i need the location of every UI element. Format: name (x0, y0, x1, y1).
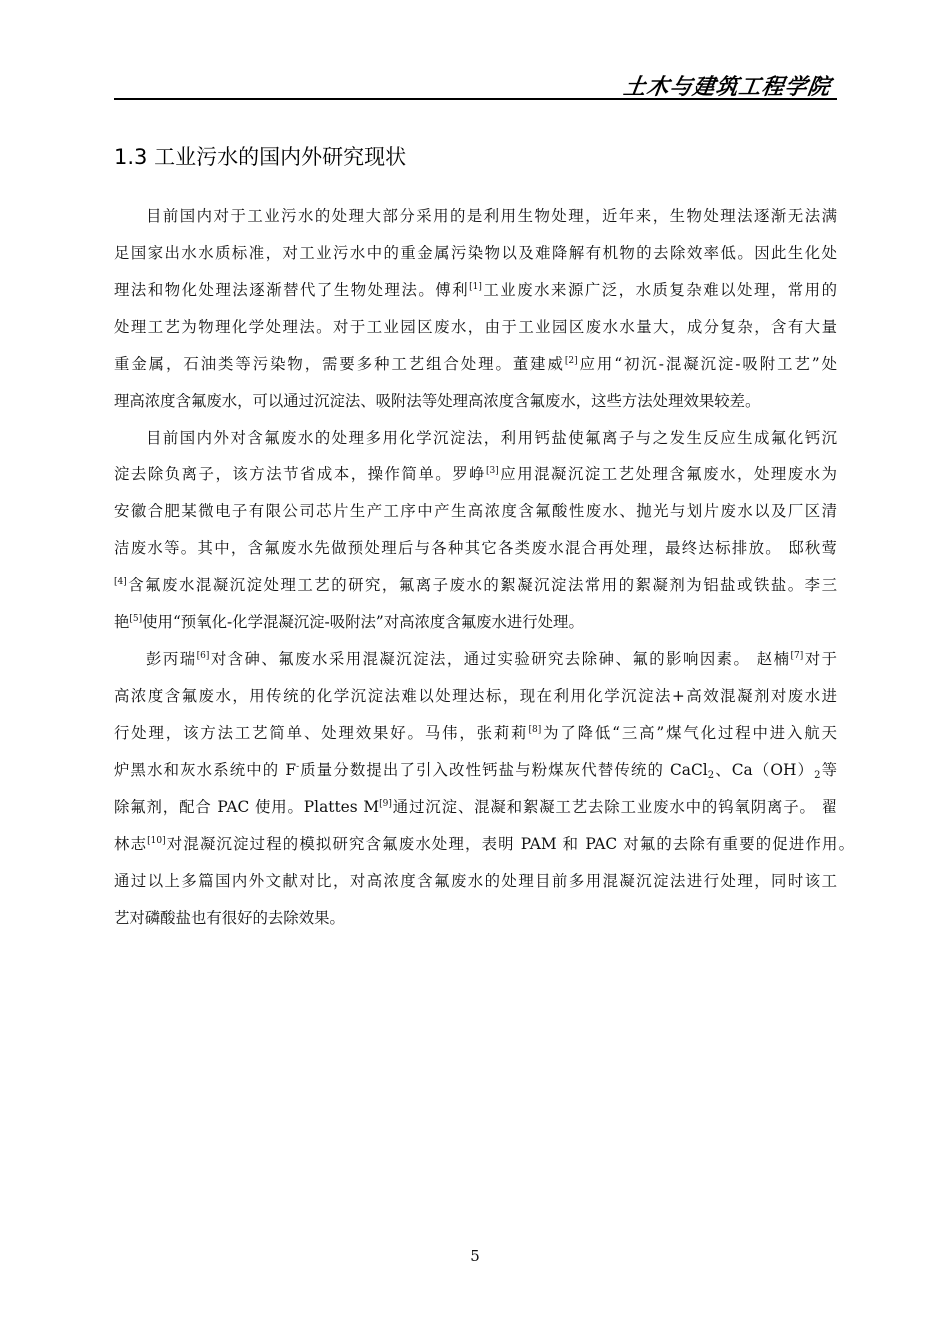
text-line: 目前国内外对含氟废水的处理多用化学沉淀法，利用钙盐使氟离子与之发生反应生成氟化钙沉 (146, 429, 837, 447)
text-line: 林志[10]对混凝沉淀过程的模拟研究含氟废水处理，表明 PAM 和 PAC 对氟的去除有重要的促进作用。 (114, 835, 854, 853)
text-line: 高浓度含氟废水，用传统的化学沉淀法难以处理达标，现在利用化学沉淀法+高效混凝剂对废水进 (114, 687, 837, 705)
text-line: 彭丙瑞[6]对含砷、氟废水采用混凝沉淀法，通过实验研究去除砷、氟的影响因素。 赵楠[7]对于 (146, 650, 837, 668)
text-line: 目前国内对于工业污水的处理大部分采用的是利用生物处理，近年来，生物处理法逐渐无法满 (146, 207, 837, 225)
text-line: 洁废水等。其中，含氟废水先做预处理后与各种其它各类废水混合再处理，最终达标排放。 邸秋莺 (114, 539, 837, 557)
text-line: 淀去除负离子，该方法节省成本，操作简单。罗峥[3]应用混凝沉淀工艺处理含氟废水，处理废水为 (114, 465, 837, 483)
citation: [1] (469, 282, 482, 292)
text-line: 理高浓度含氟废水，可以通过沉淀法、吸附法等处理高浓度含氟废水，这些方法处理效果较差。 (114, 392, 761, 410)
text-line: 艳[5]使用“预氧化-化学混凝沉淀-吸附法”对高浓度含氟废水进行处理。 (114, 613, 584, 631)
citation: [8] (528, 725, 542, 735)
citation: [9] (379, 799, 392, 809)
text-line: 安徽合肥某微电子有限公司芯片生产工序中产生高浓度含氟酸性废水、抛光与划片废水以及厂区清 (114, 502, 837, 520)
citation: [6] (196, 651, 210, 661)
citation: [3] (486, 466, 499, 476)
text-line: 理法和物化处理法逐渐替代了生物处理法。傅利[1]工业废水来源广泛，水质复杂难以处理，常用的 (114, 281, 837, 299)
school-logo: 土木与建筑工程学院 (621, 74, 833, 100)
text-line: 通过以上多篇国内外文献对比，对高浓度含氟废水的处理目前多用混凝沉淀法进行处理，同时该工 (114, 872, 837, 890)
text-line: 处理工艺为物理化学处理法。对于工业园区废水，由于工业园区废水水量大，成分复杂，含有大量 (114, 318, 837, 336)
page-header (114, 60, 837, 100)
text-line: 行处理，该方法工艺简单、处理效果好。马伟，张莉莉[8]为了降低“三高”煤气化过程中进入航天 (114, 724, 837, 742)
citation: [7] (790, 651, 804, 661)
citation: [5] (129, 614, 143, 624)
text-line: 足国家出水水质标准，对工业污水中的重金属污染物以及难降解有机物的去除效率低。因此生化处 (114, 244, 837, 262)
citation: [4] (114, 577, 127, 587)
page-number: 5 (470, 1247, 480, 1265)
text-line: 除氟剂，配合 PAC 使用。Plattes M[9]通过沉淀、混凝和絮凝工艺去除工业废水中的钨氧阴离子。 翟 (114, 798, 837, 816)
citation: [10] (147, 836, 166, 846)
section-title: 1.3 工业污水的国内外研究现状 (114, 145, 407, 169)
text-line: 炉黑水和灰水系统中的 F-质量分数提出了引入改性钙盐与粉煤灰代替传统的 CaCl$_2$、$Ca(OH)_2$等 (114, 761, 838, 781)
text-line: [4]含氟废水混凝沉淀处理工艺的研究，氟离子废水的絮凝沉淀法常用的絮凝剂为铝盐或铁盐。李三 (114, 576, 837, 594)
text-line: 艺对磷酸盐也有很好的去除效果。 (114, 909, 345, 927)
text-line: 重金属，石油类等污染物，需要多种工艺组合处理。董建威[2]应用“初沉-混凝沉淀-吸附工艺”处 (114, 355, 837, 373)
citation: [2] (564, 356, 578, 366)
